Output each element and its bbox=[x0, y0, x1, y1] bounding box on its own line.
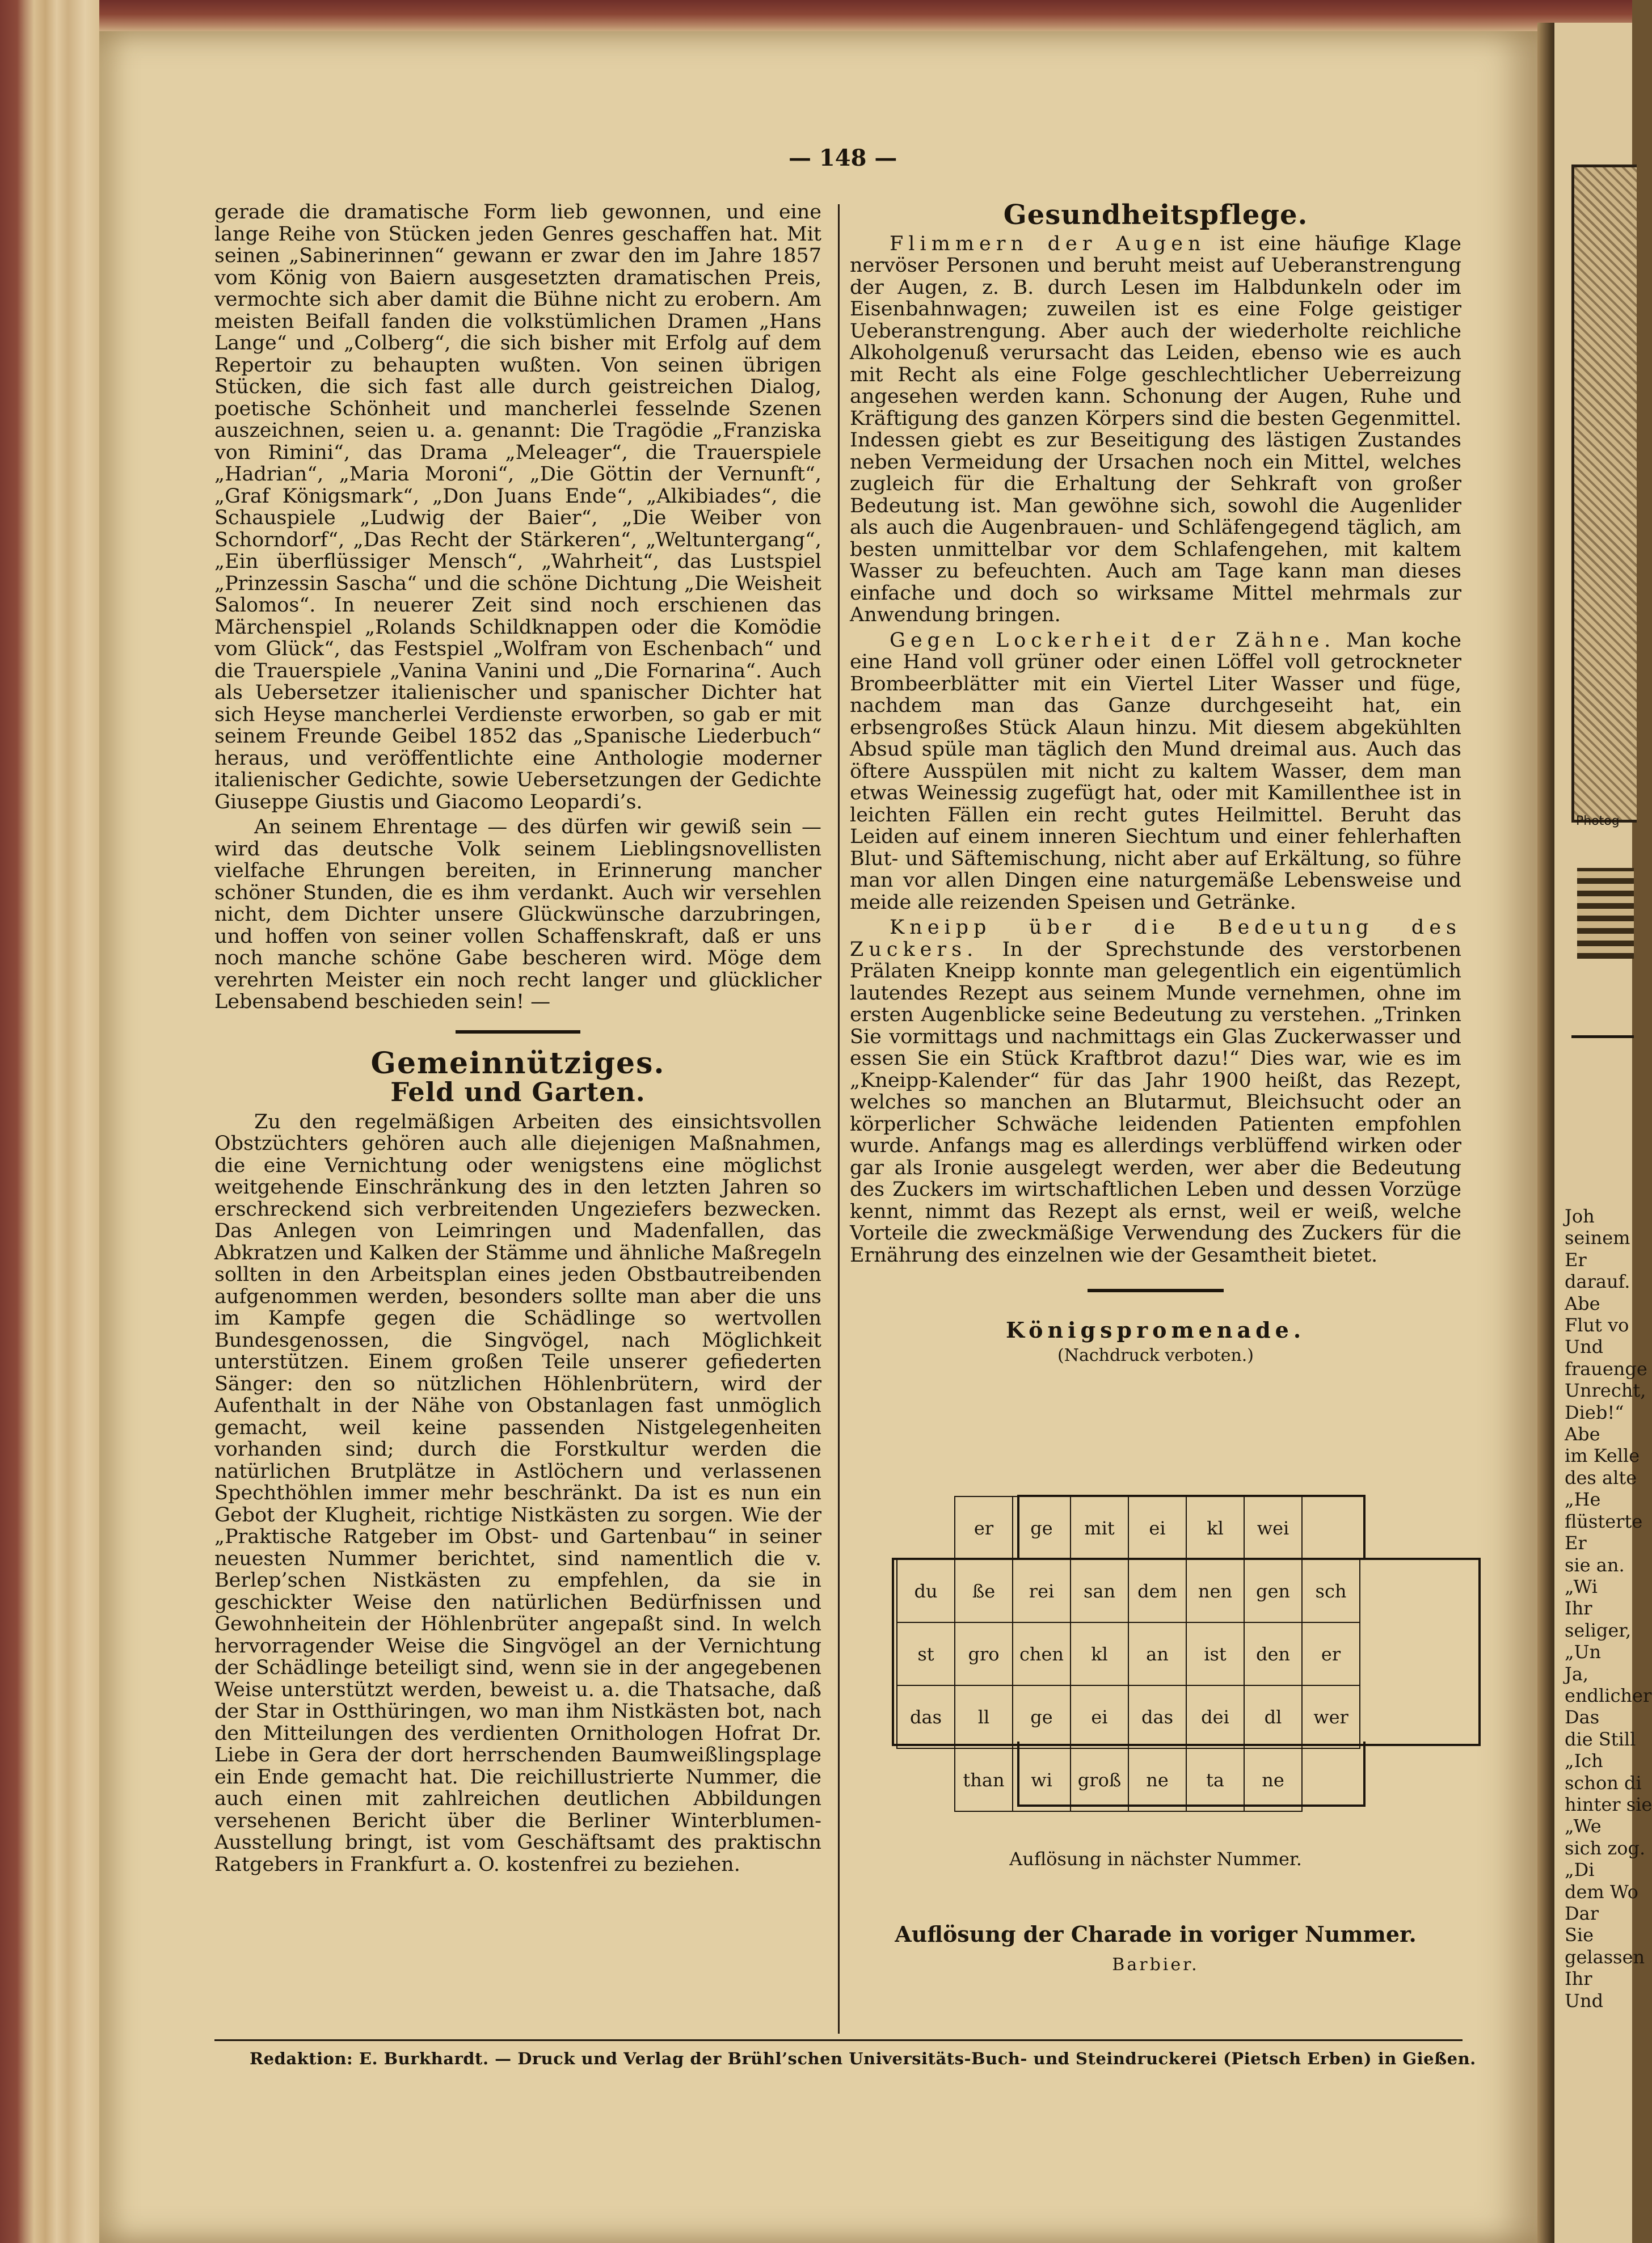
puzzle-solution-note: Auflösung in nächster Nummer. bbox=[1009, 1848, 1302, 1870]
puzzle-cell: kl bbox=[1186, 1496, 1244, 1559]
next-page-line: dem Wo bbox=[1565, 1881, 1638, 1903]
next-page-line: Das bbox=[1565, 1706, 1600, 1728]
puzzle-cell: rei bbox=[1013, 1559, 1071, 1622]
next-page-line: „Di bbox=[1565, 1859, 1595, 1881]
paragraph-lead: Kneipp über die Bedeutung des Zuckers. bbox=[850, 916, 1461, 961]
puzzle-cell bbox=[1302, 1748, 1360, 1811]
next-page-line: seliger, bbox=[1565, 1619, 1632, 1641]
next-page-line: Abe bbox=[1565, 1292, 1600, 1314]
next-page-line: „Wi bbox=[1565, 1575, 1598, 1597]
puzzle-cell: das bbox=[897, 1685, 955, 1748]
next-page-line: „Ich bbox=[1565, 1750, 1603, 1772]
next-page-line: frauenge bbox=[1565, 1357, 1647, 1380]
puzzle-row bbox=[897, 1622, 1360, 1685]
next-page-line: darauf. bbox=[1565, 1271, 1630, 1293]
puzzle-cell: than bbox=[955, 1748, 1013, 1811]
paragraph-lead: Flimmern der Augen bbox=[890, 232, 1206, 255]
left-paragraph-1: gerade die dramatische Form lieb gewonnen, und eine lange Reihe von Stücken jeden Genres geschaffen hat. Mit seinen „Sabinerinnen“ gewann er zwar den im Jahre 1857 vom König von Baiern ausgesetzten dramatischen Preis, vermochte sich aber damit die Bühne nicht zu erobern. Am meisten Beifall fanden die volkstümlichen Dramen „Hans Lange“ und „Colberg“, die sich bisher mit Erfolg auf dem Repertoir zu behaupten wußten. Von seinen übrigen Stücken, die sich fast alle durch geistreichen Dialog, poetische Schönheit und mancherlei fesselnde Szenen auszeichnen, seien u. a. genannt: Die Tragödie „Franziska von Rimini“, das Drama „Meleager“, die Trauerspiele „Hadrian“, „Maria Moroni“, „Die Göttin der Vernunft“, „Graf Königsmark“, „Don Juans Ende“, „Alkibiades“, die Schauspiele „Ludwig der Baier“, „Die Weiber von Schorndorf“, „Das Recht der Stärkeren“, „Weltuntergang“, „Ein überflüssiger Mensch“, „Wahrheit“, das Lustspiel „Prinzessin Sascha“ und die schöne Dichtung „Die Weisheit Salomos“. In neuerer Zeit sind noch erschienen das Märchenspiel „Rolands Schildknappen oder die Komödie vom Glück“, das Festspiel „Wolfram von Eschenbach“ und die Trauerspiele „Vanina Vanini und „Die Fornarina“. Auch als Uebersetzer italienischer und spanischer Dichter hat sich Heyse mancherlei Verdienste erworben, so gab er mit seinem Freunde Geibel 1852 das „Spanische Liederbuch“ heraus, und veröffentlichte eine Anthologie moderner italienischer Gedichte, sowie Uebersetzungen der Gedichte Giuseppe Giustis und Giacomo Leopardi’s. bbox=[214, 201, 821, 813]
book-edge-left bbox=[0, 0, 99, 2243]
puzzle-cell: er bbox=[1302, 1622, 1360, 1685]
paragraph-lead: Gegen Lockerheit der Zähne. bbox=[890, 629, 1336, 652]
puzzle-cell: ge bbox=[1013, 1496, 1071, 1559]
puzzle-cell: ße bbox=[955, 1559, 1013, 1622]
page-number: — 148 — bbox=[789, 145, 897, 171]
next-page-line: „He bbox=[1565, 1489, 1601, 1511]
puzzle-row bbox=[897, 1685, 1360, 1748]
next-page-fragment bbox=[1554, 23, 1652, 2243]
next-page-line: gelassen bbox=[1565, 1946, 1645, 1968]
puzzle-cell: kl bbox=[1071, 1622, 1128, 1685]
next-page-line: flüsterte bbox=[1565, 1510, 1643, 1532]
puzzle-cell: mit bbox=[1071, 1496, 1128, 1559]
puzzle-cell: dem bbox=[1128, 1559, 1186, 1622]
section-heading-gemeinnuetziges: Gemeinnütziges. bbox=[370, 1045, 665, 1081]
puzzle-cell: dei bbox=[1186, 1685, 1244, 1748]
right-column bbox=[850, 199, 1461, 1367]
next-page-line: Flut vo bbox=[1565, 1314, 1629, 1336]
puzzle-cell: ne bbox=[1128, 1748, 1186, 1811]
next-page-line: sich zog. bbox=[1565, 1837, 1646, 1859]
puzzle-cell: st bbox=[897, 1622, 955, 1685]
puzzle-cell: sch bbox=[1302, 1559, 1360, 1622]
next-page-ornament bbox=[1577, 868, 1634, 959]
puzzle-note: (Nachdruck verboten.) bbox=[1057, 1345, 1254, 1365]
left-paragraph-2: An seinem Ehrentage — des dürfen wir gewiß sein — wird das deutsche Volk seinem Lieblingsnovellisten vielfache Ehrungen bereiten, in Erinnerung mancher schöner Stunden, die es ihm verdankt. Auch wir versehlen nicht, dem Dichter unsere Glückwünsche darzubringen, und hoffen von seiner vollen Schaffenskraft, daß er uns noch manche schöne Gabe bescheren wird. Möge dem verehrten Meister ein noch recht langer und glücklicher Lebensabend beschieden sein! — bbox=[214, 816, 821, 1013]
puzzle-cell: ei bbox=[1071, 1685, 1128, 1748]
puzzle-cell: das bbox=[1128, 1685, 1186, 1748]
next-page-line: Unrecht, bbox=[1565, 1380, 1646, 1402]
puzzle-cell: nen bbox=[1186, 1559, 1244, 1622]
puzzle-cell: chen bbox=[1013, 1622, 1071, 1685]
puzzle-row bbox=[897, 1748, 1360, 1811]
puzzle-cell bbox=[1302, 1496, 1360, 1559]
next-page-text bbox=[1565, 1205, 1652, 2012]
puzzle-cell: er bbox=[955, 1496, 1013, 1559]
right-paragraph-3: Kneipp über die Bedeutung des Zuckers. In der Sprechstunde des verstorbenen Prälaten Kneipp konnte man gelegentlich ein eigentümlich lautendes Rezept aus seinem Munde vernehmen, ohne im ersten Augenblicke seine Bedeutung zu verstehen. „Trinken Sie vormittags und nachmittags ein Glas Zuckerwasser und essen Sie ein Stück Kraftbrot dazu!“ Dies war, wie es im „Kneipp-Kalender“ für das Jahr 1900 heißt, das Rezept, welches so manchen an Blutarmut, Bleichsucht oder an körperlicher Schwäche leidenden Patienten empfohlen wurde. Anfangs mag es allerdings verblüffend wirken oder gar als Ironie ausgelegt werden, wer aber die Bedeutung des Zuckers im wirtschaftlichen Leben und dessen Vorzüge kennt, nimmt das Rezept als ernst, weil er weiß, welche Vorteile die zweckmäßige Verwendung des Zuckers für die Ernährung des einzelnen wie der Gesamtheit bietet. bbox=[850, 916, 1461, 1267]
next-page-line: Ihr bbox=[1565, 1968, 1592, 1990]
puzzle-cell: wei bbox=[1244, 1496, 1302, 1559]
next-page-line: Und bbox=[1565, 1989, 1604, 2012]
puzzle-cell: ge bbox=[1013, 1685, 1071, 1748]
puzzle-cell: wer bbox=[1302, 1685, 1360, 1748]
column-divider bbox=[838, 204, 840, 2034]
puzzle-cell: an bbox=[1128, 1622, 1186, 1685]
next-page-line: im Kelle bbox=[1565, 1445, 1640, 1467]
next-page-line: hinter sie bbox=[1565, 1793, 1652, 1815]
section-divider bbox=[456, 1030, 580, 1034]
next-page-illustration bbox=[1571, 165, 1637, 823]
puzzle-cell: ta bbox=[1186, 1748, 1244, 1811]
right-paragraph-1: Flimmern der Augen ist eine häufige Klage nervöser Personen und beruht meist auf Ueberanstrengung der Augen, z. B. durch Lesen im Halbdunkeln oder im Eisenbahnwagen; zuweilen ist es eine Folge geistiger Ueberanstrengung. Aber auch der wiederholte reichliche Alkoholgenuß verursacht das Leiden, ebenso wie es auch mit Recht als eine Folge geschlechtlicher Ueberreizung angesehen werden kann. Schonung der Augen, Ruhe und Kräftigung des ganzen Körpers sind die besten Gegenmittel. Indessen giebt es zur Beseitigung des lästigen Zustandes neben Vermeidung der Ursachen noch ein Mittel, welches zugleich für die Erhaltung der Sehkraft von großer Bedeutung ist. Man gewöhne sich, sowohl die Augenlider als auch die Augenbrauen- und Schläfengegend täglich, am besten unmittelbar vor dem Schlafengehen, mit kaltem Wasser zu befeuchten. Auch am Tage kann man dieses einfache und doch so wirksame Mittel mehrmals zur Anwendung bringen. bbox=[850, 232, 1461, 626]
puzzle-row bbox=[897, 1559, 1360, 1622]
next-page-line: Ja, bbox=[1565, 1663, 1589, 1685]
puzzle-cell: wi bbox=[1013, 1748, 1071, 1811]
puzzle-cell bbox=[897, 1496, 955, 1559]
puzzle-cell: gro bbox=[955, 1622, 1013, 1685]
next-page-line: endlicher bbox=[1565, 1684, 1652, 1706]
left-column bbox=[214, 201, 821, 1875]
section-heading-gesundheitspflege: Gesundheitspflege. bbox=[1003, 199, 1308, 231]
puzzle-cell: ll bbox=[955, 1685, 1013, 1748]
next-page-caption: Photog bbox=[1576, 814, 1620, 828]
puzzle-cell: ist bbox=[1186, 1622, 1244, 1685]
footer-rule bbox=[214, 2039, 1463, 2041]
next-page-line: Und bbox=[1565, 1336, 1604, 1358]
puzzle-cell: ne bbox=[1244, 1748, 1302, 1811]
next-page-line: seinem bbox=[1565, 1227, 1630, 1249]
puzzle-title: Königspromenade. bbox=[1005, 1317, 1306, 1343]
next-page-line: des alte bbox=[1565, 1466, 1637, 1489]
next-page-line: Er bbox=[1565, 1532, 1587, 1554]
next-page-line: Abe bbox=[1565, 1423, 1600, 1445]
next-page-line: Sie bbox=[1565, 1924, 1594, 1946]
next-page-line: Ihr bbox=[1565, 1597, 1592, 1620]
puzzle-row bbox=[897, 1496, 1360, 1559]
puzzle-cell: du bbox=[897, 1559, 955, 1622]
next-page-line: Dar bbox=[1565, 1903, 1599, 1924]
next-page-line: „Un bbox=[1565, 1641, 1602, 1663]
puzzle-cell bbox=[897, 1748, 955, 1811]
puzzle-cell: den bbox=[1244, 1622, 1302, 1685]
puzzle-cell: dl bbox=[1244, 1685, 1302, 1748]
puzzle-cell: san bbox=[1071, 1559, 1128, 1622]
puzzle-grid bbox=[896, 1496, 1360, 1812]
puzzle-cell: ei bbox=[1128, 1496, 1186, 1559]
next-page-line: „We bbox=[1565, 1815, 1602, 1837]
next-page-rule bbox=[1571, 1035, 1634, 1038]
puzzle-cell: groß bbox=[1071, 1748, 1128, 1811]
subheading-feld-und-garten: Feld und Garten. bbox=[390, 1077, 646, 1107]
left-paragraph-3: Zu den regelmäßigen Arbeiten des einsichtsvollen Obstzüchters gehören auch alle diejenigen Maßnahmen, die eine Vernichtung oder wenigstens eine möglichst weitgehende Einschränkung des in den letzten Jahren so erschreckend sich verbreitenden Ungeziefers bezwecken. Das Anlegen von Leimringen und Madenfallen, das Abkratzen und Kalken der Stämme und ähnliche Maßregeln sollten in den Arbeitsplan eines jeden Obstbautreibenden aufgenommen werden, besonders sollte man aber die uns im Kampfe gegen die Schädlinge so wertvollen Bundesgenossen, die Singvögel, nach Möglichkeit unterstützen. Einem großen Teile unserer gefiederten Sänger: den so nützlichen Höhlenbrütern, wird der Aufenthalt in der Nähe von Obstanlagen fast unmöglich gemacht, weil keine passenden Nistgelegenheiten vorhanden sind; durch die Forstkultur werden die natürlichen Brutplätze in Astlöchern und verlassenen Spechthöhlen immer mehr beschränkt. Da ist es nun ein Gebot der Klugheit, richtige Nistkästen zu sorgen. Wie der „Praktische Ratgeber im Obst- und Gartenbau“ in seiner neuesten Nummer berichtet, sind namentlich die v. Berlep’schen Nistkästen zu empfehlen, da sie in geschickter Weise den natürlichen Bedürfnissen und Gewohnheitein der Höhlenbrüter angepaßt sind. In welch hervorragender Weise die Singvögel an der Vernichtung der Schädlinge beteiligt sind, wenn sie in der angegebenen Weise unterstützt werden, beweist u. a. die Thatsache, daß der Star in Ostthüringen, wo man ihm Nistkästen bot, nach den Mitteilungen des verdienten Ornithologen Hofrat Dr. Liebe in Gera der dort herrschenden Baumweißlingsplage ein Ende gemacht hat. Die reichillustrierte Nummer, die auch einen mit zahlreichen deutlichen Abbildungen versehenen Bericht über die Berliner Winterblumen-Ausstellung bringt, ist vom Geschäftsamt des praktischn Ratgebers in Frankfurt a. O. kostenfrei zu beziehen. bbox=[214, 1110, 821, 1876]
charade-answer: Barbier. bbox=[1112, 1955, 1199, 1975]
next-page-line: Joh bbox=[1565, 1205, 1595, 1227]
charade-heading: Auflösung der Charade in voriger Nummer. bbox=[895, 1921, 1417, 1947]
next-page-line: schon di bbox=[1565, 1772, 1642, 1794]
next-page-line: Dieb!“ bbox=[1565, 1401, 1624, 1423]
next-page-line: sie an. bbox=[1565, 1554, 1625, 1576]
puzzle-cell: gen bbox=[1244, 1559, 1302, 1622]
next-page-line: Er bbox=[1565, 1249, 1587, 1271]
book-edge-top bbox=[0, 0, 1632, 34]
imprint-footer: Redaktion: E. Burkhardt. — Druck und Verlag der Brühl’schen Universitäts-Buch- und Steindruckerei (Pietsch Erben) in Gießen. bbox=[250, 2049, 1476, 2068]
next-page-line: die Still bbox=[1565, 1728, 1636, 1750]
section-divider bbox=[1088, 1289, 1224, 1292]
right-paragraph-2: Gegen Lockerheit der Zähne. Man koche eine Hand voll grüner oder einen Löffel voll getrockneter Brombeerblätter mit ein Viertel Liter Wasser und füge, nachdem man das Ganze durchgeseiht hat, ein erbsengroßes Stück Alaun hinzu. Mit diesem abgekühlten Absud spüle man täglich den Mund dreimal aus. Auch das öftere Ausspülen mit nicht zu kaltem Wasser, dem man etwas Weinessig zugefügt hat, oder mit Kamillenthee ist in leichten Fällen ein recht gutes Heilmittel. Beruht das Leiden auf einem inneren Siechtum und einer fehlerhaften Blut- und Säftemischung, nicht aber auf Erkältung, so führe man vor allen Dingen eine naturgemäße Lebensweise und meide alle reizenden Speisen und Getränke. bbox=[850, 629, 1461, 914]
